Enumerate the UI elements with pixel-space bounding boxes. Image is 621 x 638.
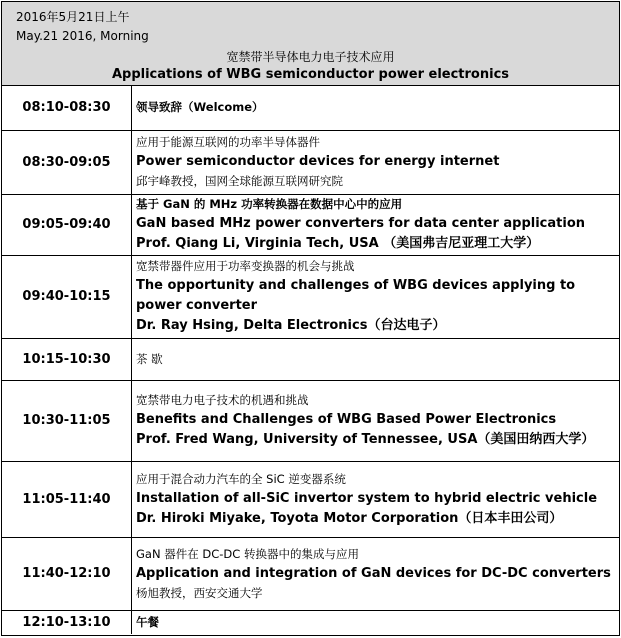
session-title-en: Installation of all-SiC invertor system to hybrid electric vehicle [136, 490, 598, 506]
session-content [132, 461, 620, 537]
session-content [132, 537, 620, 610]
table-row [2, 537, 619, 610]
session-time: 10:15-10:30 [2, 338, 132, 380]
session-time: 09:05-09:40 [2, 194, 132, 255]
session-title-zh: 应用于能源互联网的功率半导体器件 [136, 135, 320, 149]
session-title-zh: 午餐 [136, 614, 159, 629]
table-row [2, 461, 619, 537]
session-time: 11:40-12:10 [2, 537, 132, 610]
session-title-zh: 茶 歇 [136, 351, 163, 366]
table-row [2, 130, 619, 194]
session-title-en: GaN based MHz power converters for data center application [136, 216, 586, 231]
session-speaker: Dr. Hiroki Miyake, Toyota Motor Corporation（日本丰田公司） [136, 510, 563, 526]
session-title-en: Power semiconductor devices for energy internet [136, 154, 500, 169]
agenda-header [2, 2, 619, 86]
session-title-zh: 基于 GaN 的 MHz 功率转换器在数据中心中的应用 [136, 197, 403, 211]
header-title-zh: 宽禁带半导体电力电子技术应用 [226, 50, 395, 64]
session-title-zh: GaN 器件在 DC-DC 转换器中的集成与应用 [136, 546, 359, 561]
session-content [132, 255, 620, 338]
session-title-en: Benefits and Challenges of WBG Based Power Electronics [136, 412, 557, 427]
session-speaker: Prof. Qiang Li, Virginia Tech, USA （美国弗吉尼亚理工大学） [136, 236, 540, 251]
session-speaker: 杨旭教授，西安交通大学 [136, 585, 263, 600]
table-row [2, 338, 619, 380]
table-row [2, 380, 619, 461]
session-time: 10:30-11:05 [2, 380, 132, 461]
header-date-zh: 2016年5月21日上午 [16, 10, 130, 24]
session-speaker: Dr. Ray Hsing, Delta Electronics（台达电子） [136, 318, 446, 333]
session-title-zh: 应用于混合动力汽车的全 SiC 逆变器系统 [136, 471, 346, 486]
session-content [132, 130, 620, 194]
session-content [132, 610, 620, 634]
session-time: 12:10-13:10 [2, 610, 132, 634]
session-speaker: Prof. Fred Wang, University of Tennessee, USA（美国田纳西大学） [136, 432, 595, 447]
table-row [2, 86, 619, 130]
session-title-en: Application and integration of GaN devices for DC-DC converters [136, 565, 611, 581]
session-content [132, 380, 620, 461]
header-date-en: May.21 2016, Morning [16, 29, 149, 43]
session-time: 09:40-10:15 [2, 255, 132, 338]
session-speaker: 邱宇峰教授，国网全球能源互联网研究院 [136, 174, 343, 188]
session-title-en: The opportunity and challenges of WBG devices applying to power converter [136, 278, 576, 313]
header-title-en: Applications of WBG semiconductor power electronics [111, 67, 510, 82]
session-time: 11:05-11:40 [2, 461, 132, 537]
session-title-zh: 领导致辞（Welcome） [136, 100, 264, 115]
session-time: 08:30-09:05 [2, 130, 132, 194]
session-title-zh: 宽禁带电力电子技术的机遇和挑战 [136, 393, 309, 407]
agenda-sheet [1, 1, 620, 636]
agenda-table [2, 86, 619, 634]
table-row [2, 255, 619, 338]
session-content [132, 194, 620, 255]
session-content [132, 338, 620, 380]
table-row [2, 194, 619, 255]
session-time: 08:10-08:30 [2, 86, 132, 130]
session-title-zh: 宽禁带器件应用于功率变换器的机会与挑战 [136, 259, 355, 273]
table-row [2, 610, 619, 634]
session-content [132, 86, 620, 130]
